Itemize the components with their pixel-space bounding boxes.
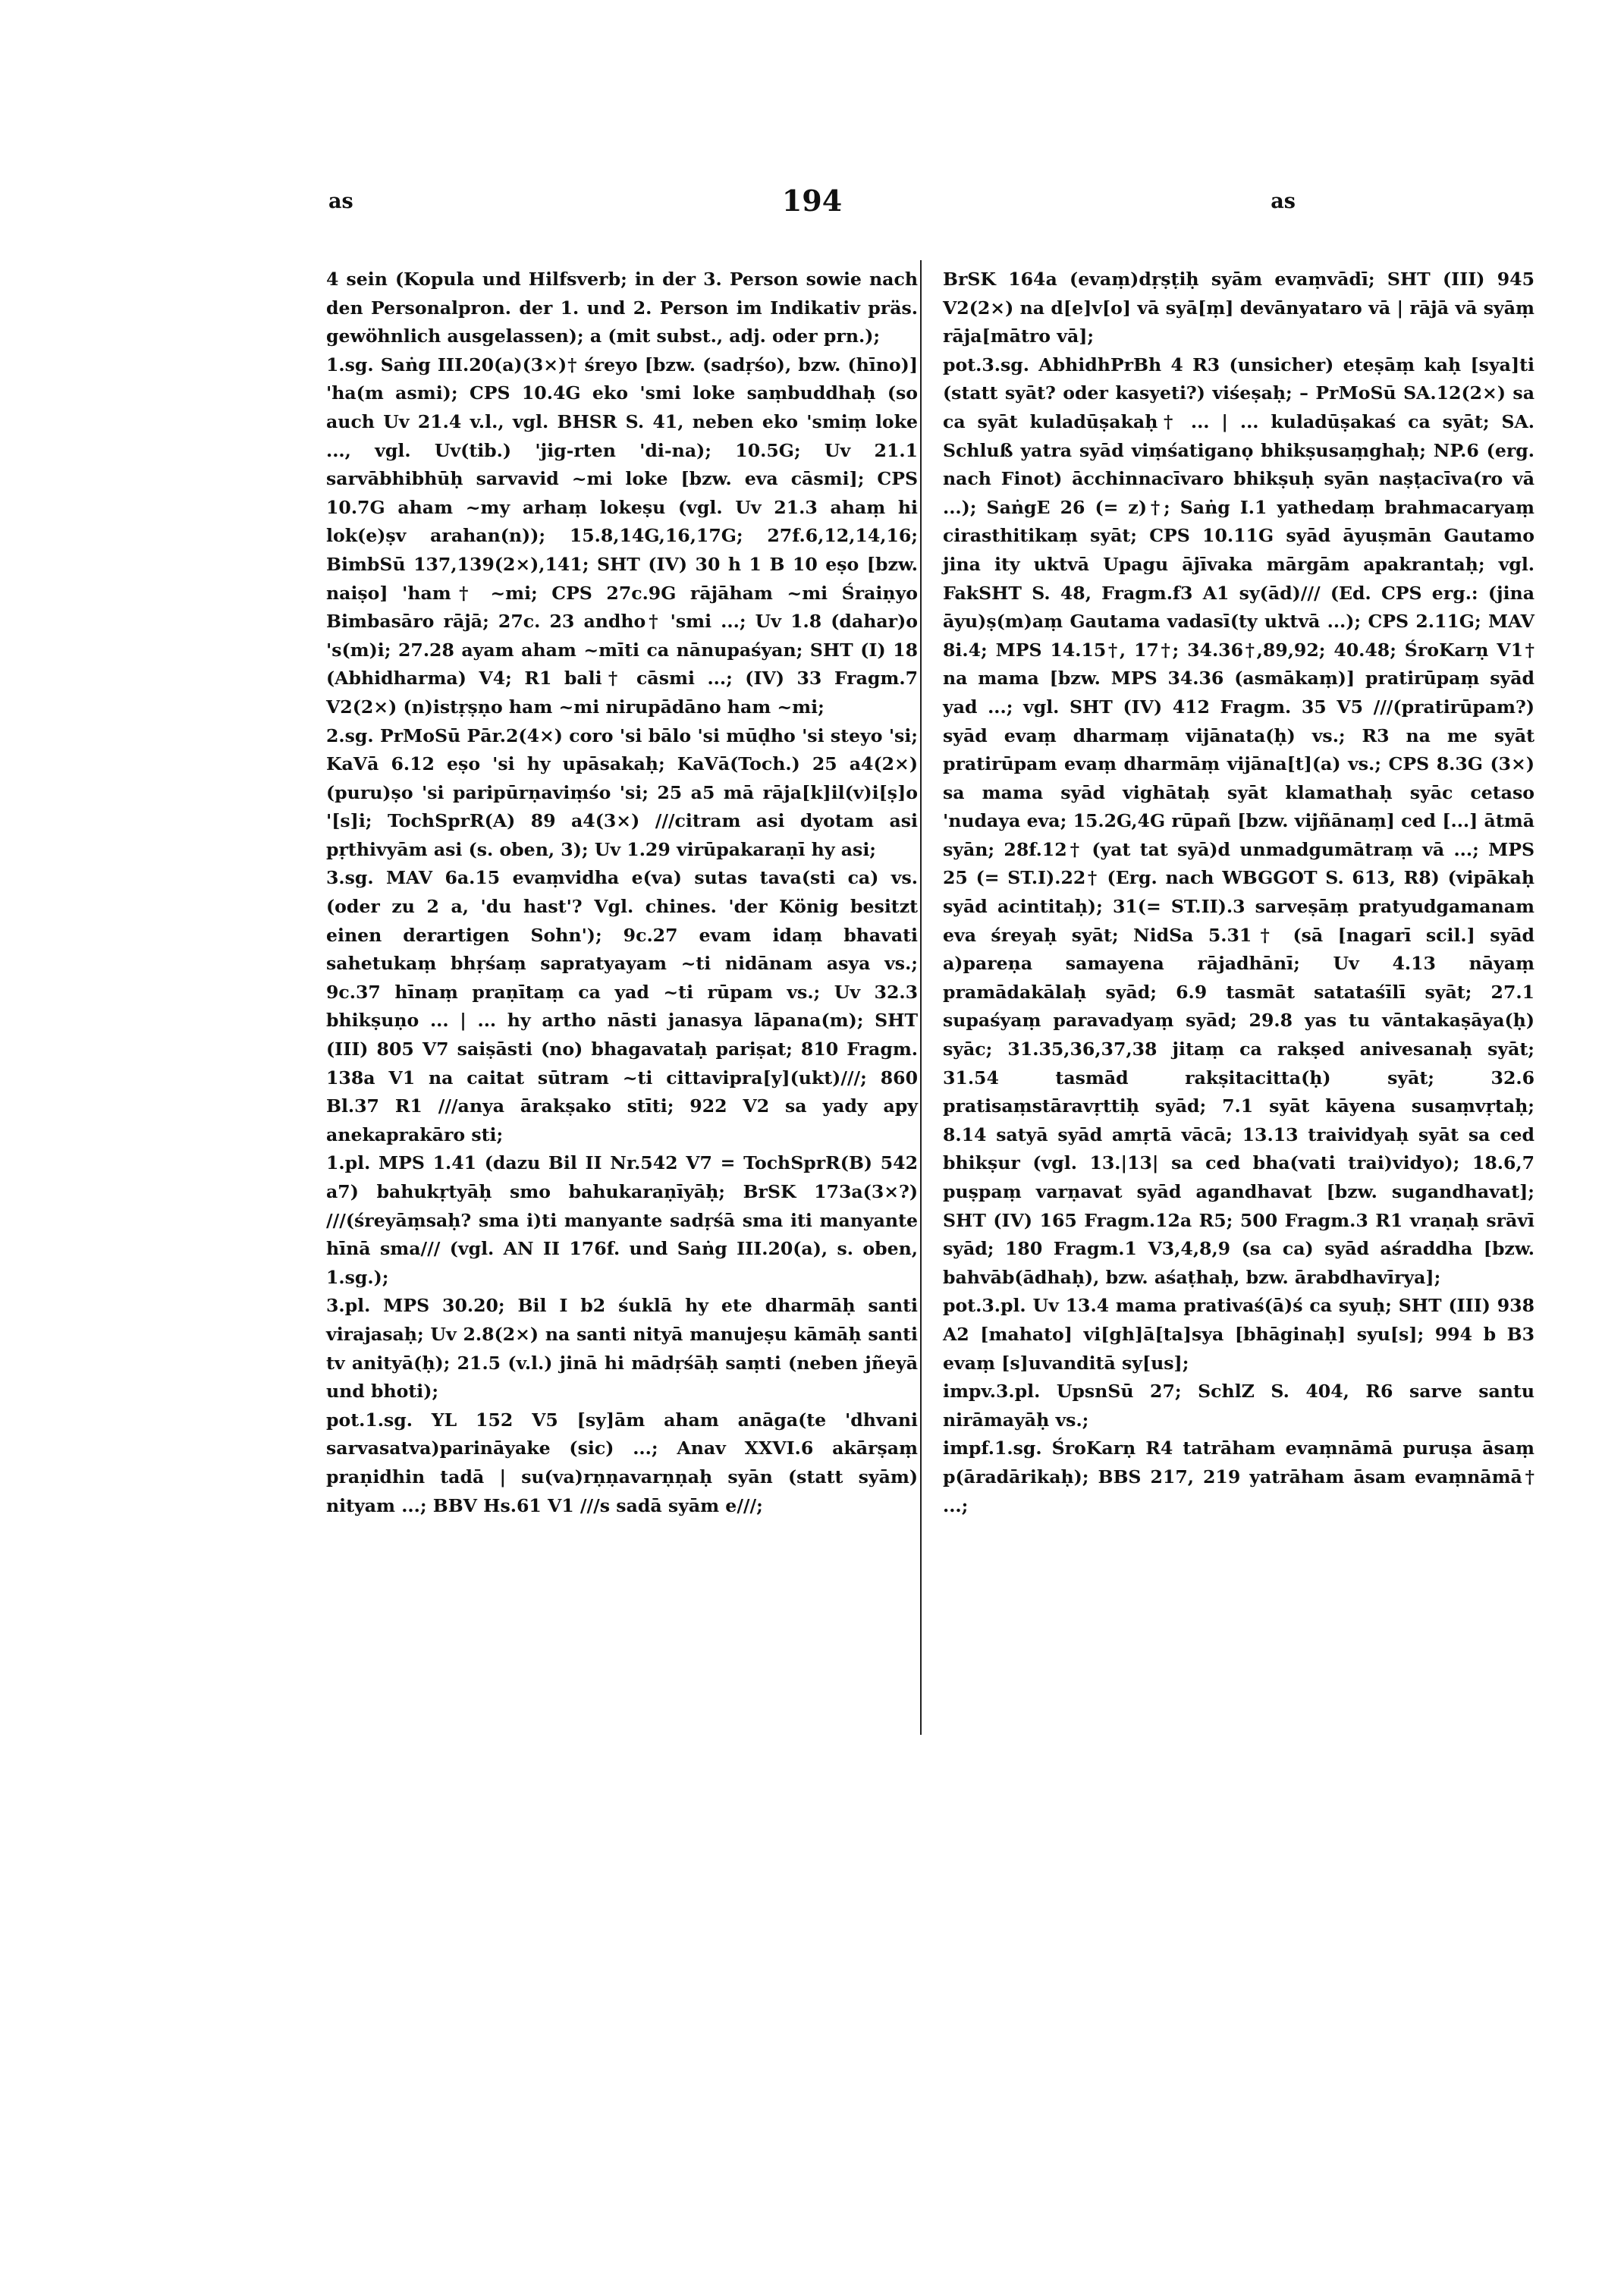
page-number: 194: [781, 184, 843, 218]
column-divider: [920, 260, 922, 1735]
entry-paragraph: 1.sg. Saṅg III.20(a)(3×)† śreyo [bzw. (sadṛśo), bzw. (hīno)] 'ha(m asmi); CPS 10.4G eko 'smi loke saṃbuddhaḥ (so auch Uv 21.4 v.l., vgl. BHSR S. 41, neben eko 'smiṃ loke ..., vgl. Uv(tib.) 'jig-rten 'di-na); 10.5G; Uv 21.1 sarvābhibhūḥ sarvavid ~mi loke [bzw. eva cāsmi]; CPS 10.7G aham ~my arhaṃ lokeṣu (vgl. Uv 21.3 ahaṃ hi lok(e)ṣv arahan(n)); 15.8,14G,16,17G; 27f.6,12,14,16; BimbSū 137,139(2×),141; SHT (IV) 30 h 1 B 10 eṣo [bzw. naiṣo] 'ham† ~mi; CPS 27c.9G rājāham ~mi Śraiṇyo Bimbasāro rājā; 27c. 23 andho† 'smi ...; Uv 1.8 (dahar)o 's(m)i; 27.28 ayam aham ~mīti ca nānupaśyan; SHT (I) 18 (Abhidharma) V4; R1 bali† cāsmi ...; (IV) 33 Fragm.7 V2(2×) (n)istṛṣṇo ham ~mi nirupādāno ham ~mi;: [326, 353, 918, 718]
entry-paragraph: pot.3.sg. AbhidhPrBh 4 R3 (unsicher) eteṣāṃ kaḥ [sya]ti (statt syāt? oder kasyeti?) viśeṣaḥ; – PrMoSū SA.12(2×) sa ca syāt kuladūṣakaḥ† ... | ... kuladūṣakaś ca syāt; SA. Schluß yatra syād viṃśatiganọ bhikṣusaṃghaḥ; NP.6 (erg. nach Finot) ācchinnacīvaro bhikṣuḥ syān naṣṭacīva(ro vā ...); SaṅgE 26 (= z)†; Saṅg I.1 yathedaṃ brahmacaryaṃ cirasthitikaṃ syāt; CPS 10.11G syād āyuṣmān Gautamo jina ity uktvā Upagu ājīvaka mārgām apakrantaḥ; vgl. FakSHT S. 48, Fragm.f3 A1 sy(ād)/// (Ed. CPS erg.: (jina āyu)ṣ(m)aṃ Gautama vadasī(ty uktvā ...); CPS 2.11G; MAV 8i.4; MPS 14.15†, 17†; 34.36†,89,92; 40.48; ŚroKarṇ V1† na mama [bzw. MPS 34.36 (asmākaṃ)] pratirūpaṃ syād yad ...; vgl. SHT (IV) 412 Fragm. 35 V5 ///(pratirūpam?) syād evaṃ dharmaṃ vijānata(ḥ) vs.; R3 na me syāt pratirūpam evaṃ dharmāṃ vijāna[t](a) vs.; CPS 8.3G (3×) sa mama syād vighātaḥ syāt klamathaḥ syāc cetaso 'nudaya eva; 15.2G,4G rūpañ [bzw. vijñānaṃ] ced [...] ātmā syān; 28f.12† (yat tat syā)d unmadgumātraṃ vā ...; MPS 25 (= ST.I).22† (Erg. nach WBGGOT S. 613, R8) (vipākaḥ syād acintitaḥ); 31(= ST.II).3 sarveṣāṃ pratyudgamanam eva śreyaḥ syāt; NidSa 5.31† (sā [nagarī scil.] syād a)pareṇa samayena rājadhānī; Uv 4.13 nāyaṃ pramādakālaḥ syād; 6.9 tasmāt satataśīlī syāt; 27.1 supaśyaṃ paravadyaṃ syād; 29.8 yas tu vāntakaṣāya(ḥ) syāc; 31.35,36,37,38 jitaṃ ca rakṣed anivesanaḥ syāt; 31.54 tasmād rakṣitacitta(ḥ) syāt; 32.6 pratisaṃstāravṛttiḥ syād; 7.1 syāt kāyena susaṃvṛtaḥ; 8.14 satyā syād amṛtā vācā; 13.13 traividyaḥ syāt sa ced bhikṣur (vgl. 13.|13| sa ced bha(vati trai)vidyo); 18.6,7 puṣpaṃ varṇavat syād agandhavat [bzw. sugandhavat]; SHT (IV) 165 Fragm.12a R5; 500 Fragm.3 R1 vraṇaḥ srāvī syād; 180 Fragm.1 V3,4,8,9 (sa ca) syād aśraddha [bzw. bahvāb(ādhaḥ), bzw. aśaṭhaḥ, bzw. ārabdhavīrya];: [943, 353, 1534, 1288]
header-left-keyword: as: [328, 190, 353, 213]
left-column: [326, 265, 918, 1520]
entry-paragraph: impv.3.pl. UpsnSū 27; SchlZ S. 404, R6 sarve santu nirāmayāḥ vs.;: [943, 1381, 1534, 1431]
right-column: [943, 265, 1534, 1520]
page-header: [0, 184, 1624, 220]
entry-paragraph: 3.sg. MAV 6a.15 evaṃvidha e(va) sutas tava(sti ca) vs. (oder zu 2 a, 'du hast'? Vgl. chines. 'der König besitzt einen derartigen Sohn'); 9c.27 evam idaṃ bhavati sahetukaṃ bhṛśaṃ sapratyayam ~ti nidānam asya vs.; 9c.37 hīnaṃ praṇītaṃ ca yad ~ti rūpam vs.; Uv 32.3 bhikṣuṇo ... | ... hy artho nāsti janasya lāpana(m); SHT (III) 805 V7 saiṣāsti (no) bhagavataḥ pariṣat; 810 Fragm. 138a V1 na caitat sūtram ~ti cittavipra[y](ukt)///; 860 Bl.37 R1 ///anya ārakṣako stīti; 922 V2 sa yady apy anekaprakāro sti;: [326, 867, 918, 1145]
entry-paragraph: BrSK 164a (evaṃ)dṛṣṭiḥ syām evaṃvādī; SHT (III) 945 V2(2×) na d[e]v[o] vā syā[ṃ] devānyataro vā | rājā vā syāṃ rāja[mātro vā];: [943, 269, 1534, 347]
header-right-keyword: as: [1271, 190, 1296, 213]
entry-paragraph: 1.pl. MPS 1.41 (dazu Bil II Nr.542 V7 = TochSprR(B) 542 a7) bahukṛtyāḥ smo bahukaraṇīyāḥ; BrSK 173a(3×?) ///(śreyāṃsaḥ? sma i)ti manyante sadṛśā sma iti manyante hīnā sma/// (vgl. AN II 176f. und Saṅg III.20(a), s. oben, 1.sg.);: [326, 1152, 918, 1288]
entry-paragraph: 3.pl. MPS 30.20; Bil I b2 śuklā hy ete dharmāḥ santi virajasaḥ; Uv 2.8(2×) na santi nityā manujeṣu kāmāḥ santi tv anityā(ḥ); 21.5 (v.l.) jinā hi mādṛśāḥ saṃti (neben jñeyā und bhoti);: [326, 1295, 918, 1403]
entry-paragraph: impf.1.sg. ŚroKarṇ R4 tatrāham evaṃnāmā puruṣa āsaṃ p(āradārikaḥ); BBS 217, 219 yatrāham āsam evaṃnāmā† ...;: [943, 1437, 1534, 1516]
entry-paragraph: pot.3.pl. Uv 13.4 mama prativaś(ā)ś ca syuḥ; SHT (III) 938 A2 [mahato] vi[gh]ā[ta]sya [bhāginaḥ] syu[s]; 994 b B3 evaṃ [s]uvanditā sy[us];: [943, 1295, 1534, 1374]
entry-paragraph: 2.sg. PrMoSū Pār.2(4×) coro 'si bālo 'si mūḍho 'si steyo 'si; KaVā 6.12 eṣo 'si hy upāsakaḥ; KaVā(Toch.) 25 a4(2×) (puru)ṣo 'si paripūrṇaviṃśo 'si; 25 a5 mā rāja[k]il(v)i[ṣ]o '[s]i; TochSprR(A) 89 a4(3×) ///citram asi dyotam asi pṛthivyām asi (s. oben, 3); Uv 1.29 virūpakaraṇī hy asi;: [326, 724, 918, 860]
entry-paragraph: pot.1.sg. YL 152 V5 [sy]ām aham anāga(te 'dhvani sarvasatva)parināyake (sic) ...; Anav XXVI.6 akārṣaṃ praṇidhin tadā | su(va)rṇṇavarṇṇaḥ syān (statt syām) nityam ...; BBV Hs.61 V1 ///s sadā syām e///;: [326, 1409, 918, 1516]
entry-paragraph: 4 sein (Kopula und Hilfsverb; in der 3. Person sowie nach den Personalpron. der 1. und 2. Person im Indikativ präs. gewöhnlich ausgelassen); a (mit subst., adj. oder prn.);: [326, 269, 918, 347]
